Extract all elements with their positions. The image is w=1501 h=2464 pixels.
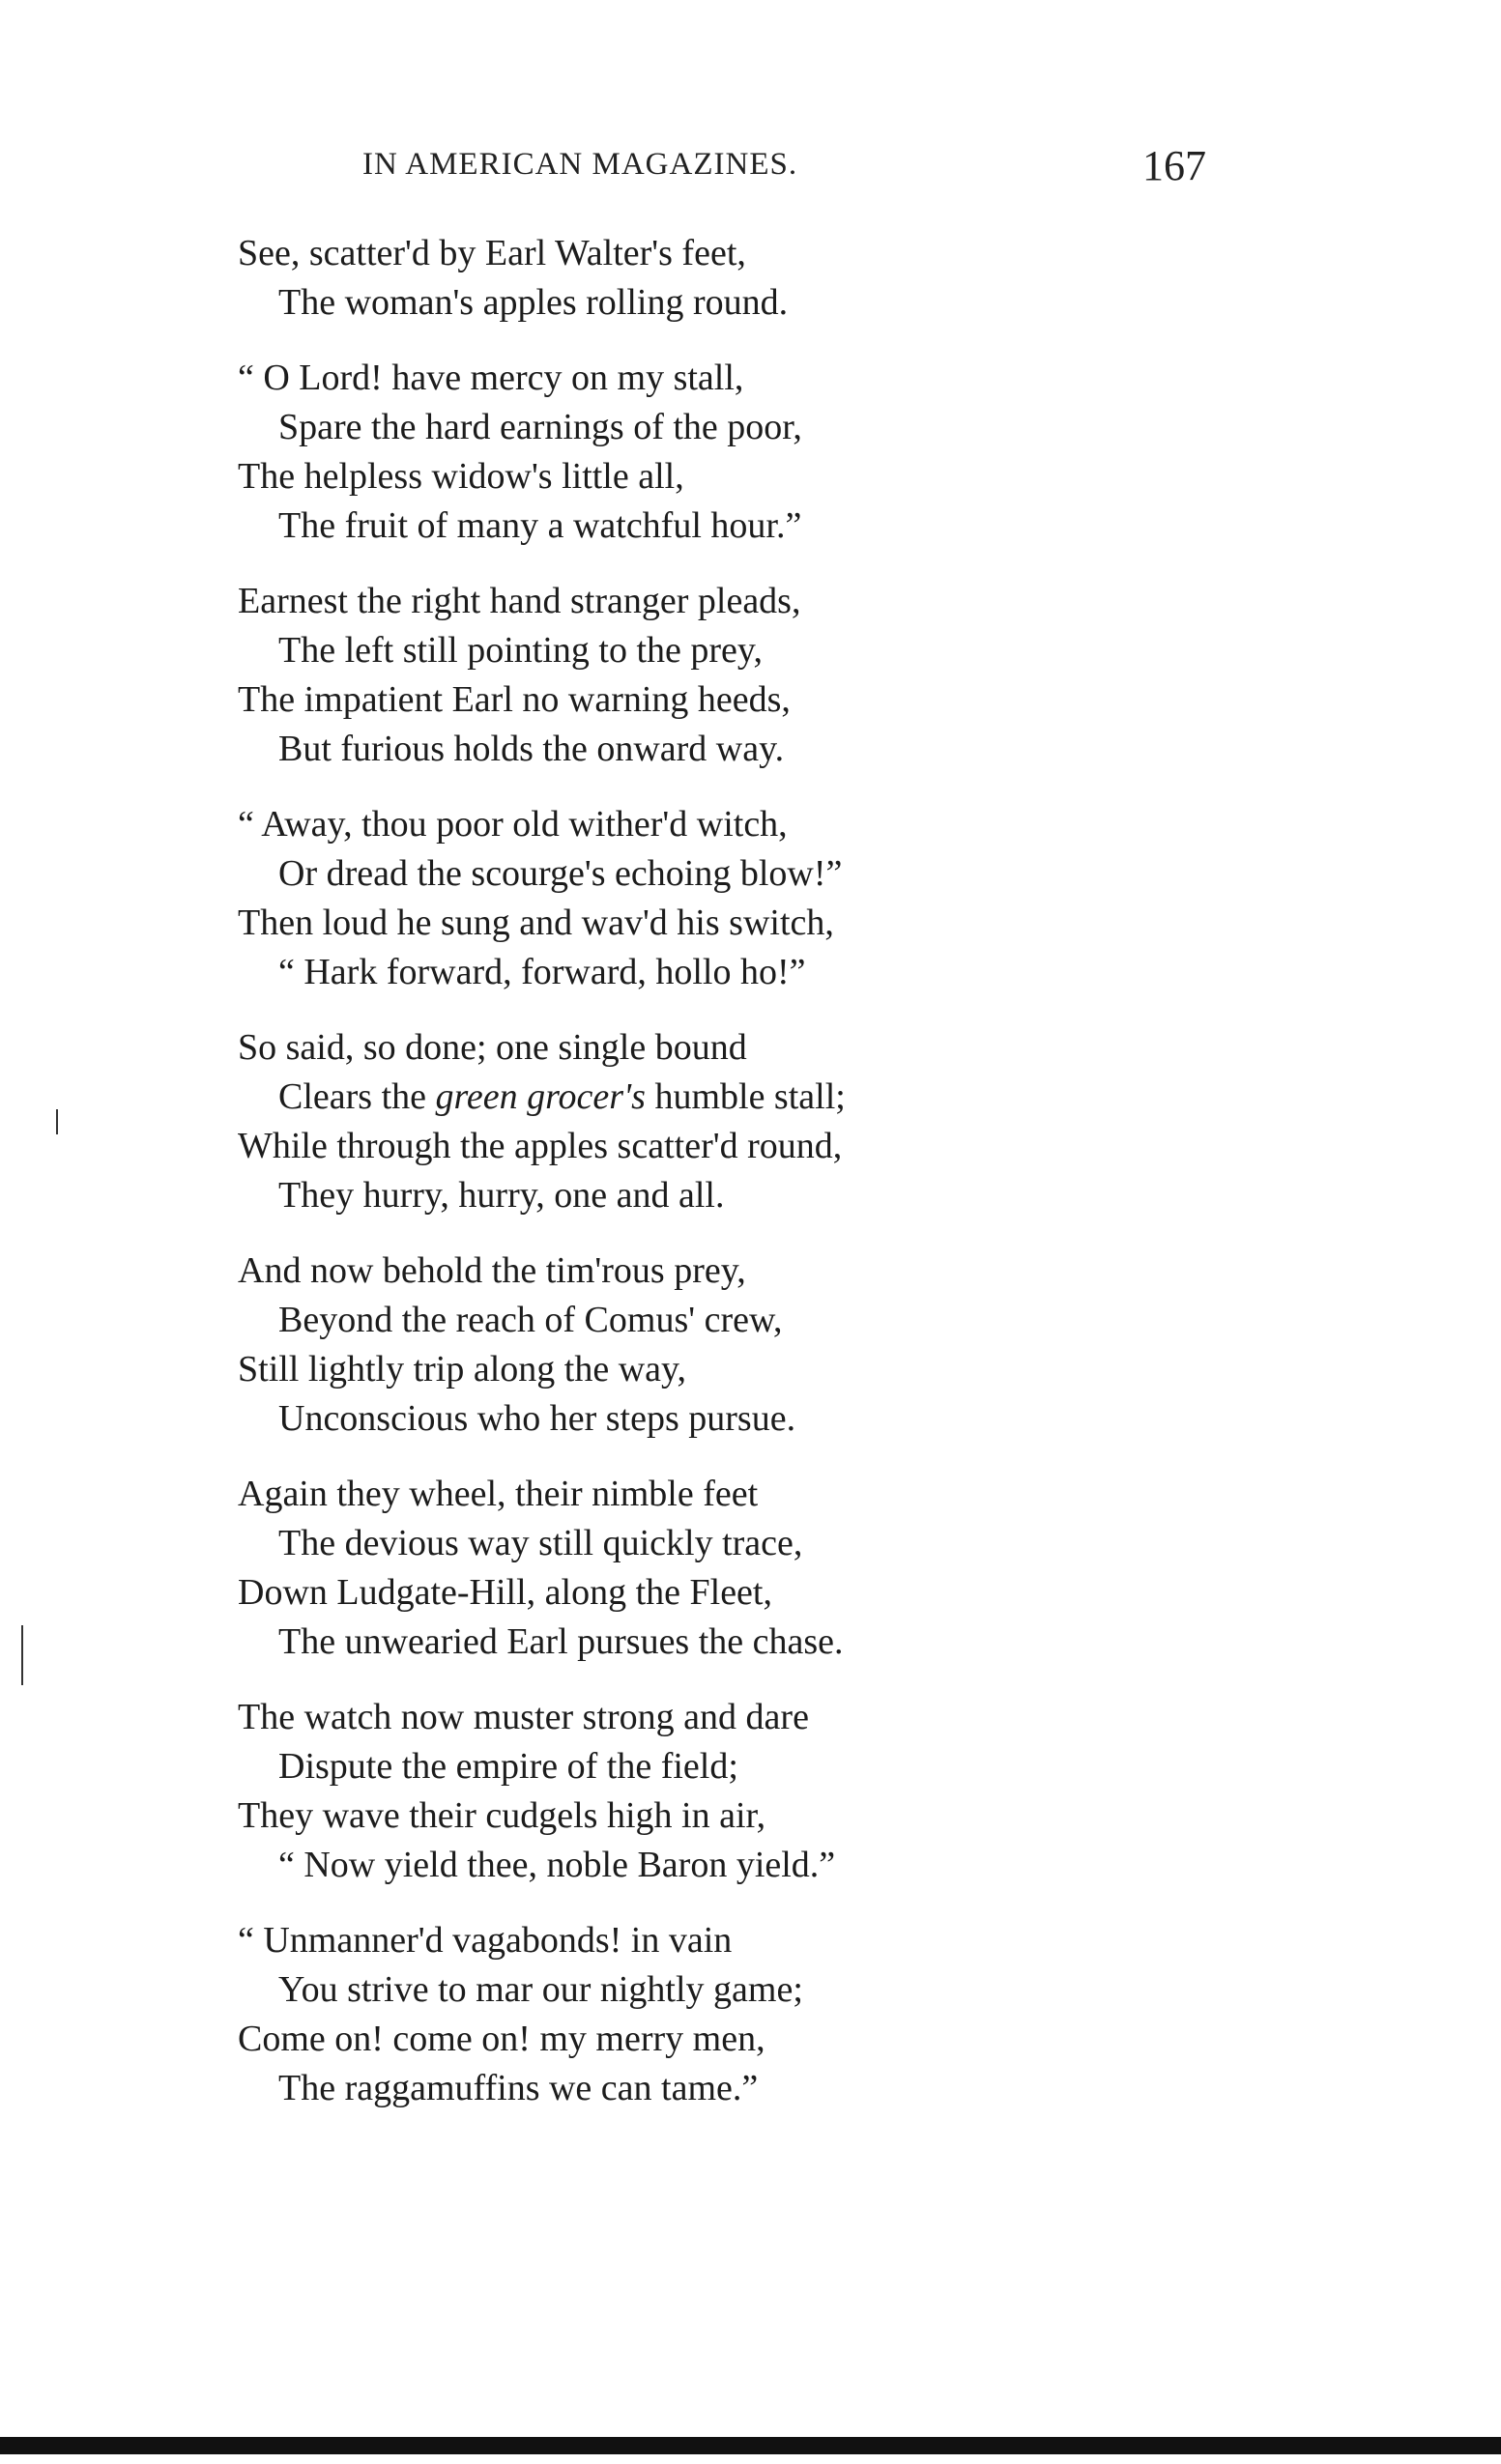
poem-line: They hurry, hurry, one and all. bbox=[278, 1175, 725, 1216]
poem bbox=[238, 229, 1108, 2139]
poem-line: Earnest the right hand stranger pleads, bbox=[238, 581, 801, 621]
stanza bbox=[238, 1470, 1108, 1667]
poem-line: Still lightly trip along the way, bbox=[238, 1349, 687, 1390]
poem-line: See, scatter'd by Earl Walter's feet, bbox=[238, 233, 746, 273]
poem-line: But furious holds the onward way. bbox=[278, 729, 785, 769]
poem-line: You strive to mar our nightly game; bbox=[278, 1969, 803, 2010]
poem-line: The devious way still quickly trace, bbox=[278, 1523, 803, 1563]
line-text: humble stall; bbox=[654, 1076, 846, 1117]
stanza bbox=[238, 1693, 1108, 1890]
poem-line: “ O Lord! have mercy on my stall, bbox=[238, 358, 744, 398]
poem-line: And now behold the tim'rous prey, bbox=[238, 1250, 746, 1291]
poem-line: While through the apples scatter'd round, bbox=[238, 1126, 843, 1166]
poem-line: The fruit of many a watchful hour.” bbox=[278, 505, 802, 546]
stanza bbox=[238, 1916, 1108, 2113]
poem-line: The watch now muster strong and dare bbox=[238, 1697, 809, 1737]
poem-line: The woman's apples rolling round. bbox=[278, 282, 789, 323]
poem-line: “ Unmanner'd vagabonds! in vain bbox=[238, 1920, 733, 1961]
margin-mark bbox=[21, 1625, 23, 1685]
bottom-edge-rule bbox=[0, 2437, 1501, 2454]
poem-line: Again they wheel, their nimble feet bbox=[238, 1474, 759, 1514]
poem-line: The left still pointing to the prey, bbox=[278, 630, 763, 671]
poem-line: “ Away, thou poor old wither'd witch, bbox=[238, 804, 788, 845]
stanza bbox=[238, 354, 1108, 551]
poem-line: The unwearied Earl pursues the chase. bbox=[278, 1621, 844, 1662]
stanza bbox=[238, 1023, 1108, 1220]
poem-line: “ Hark forward, forward, hollo ho!” bbox=[278, 952, 806, 992]
poem-line: Beyond the reach of Comus' crew, bbox=[278, 1300, 783, 1340]
page-number: 167 bbox=[1142, 142, 1206, 189]
poem-line: The impatient Earl no warning heeds, bbox=[238, 679, 791, 720]
margin-mark bbox=[56, 1109, 58, 1134]
poem-line: Unconscious who her steps pursue. bbox=[278, 1398, 796, 1439]
italic-phrase: green grocer's bbox=[435, 1076, 646, 1117]
poem-line: The helpless widow's little all, bbox=[238, 456, 684, 497]
poem-line: They wave their cudgels high in air, bbox=[238, 1795, 766, 1836]
stanza bbox=[238, 800, 1108, 997]
line-text: Clears the bbox=[278, 1076, 427, 1117]
poem-line: Spare the hard earnings of the poor, bbox=[278, 407, 802, 447]
poem-line: Or dread the scourge's echoing blow!” bbox=[278, 853, 843, 894]
poem-line bbox=[238, 1073, 1108, 1122]
poem-line: The raggamuffins we can tame.” bbox=[278, 2068, 759, 2108]
poem-line: Then loud he sung and wav'd his switch, bbox=[238, 903, 834, 943]
poem-line: Dispute the empire of the field; bbox=[278, 1746, 738, 1787]
stanza bbox=[238, 229, 1108, 328]
poem-line: “ Now yield thee, noble Baron yield.” bbox=[278, 1845, 836, 1885]
poem-line: Come on! come on! my merry men, bbox=[238, 2019, 765, 2059]
stanza bbox=[238, 1246, 1108, 1444]
poem-line: Down Ludgate-Hill, along the Fleet, bbox=[238, 1572, 772, 1613]
running-head: IN AMERICAN MAGAZINES. bbox=[362, 147, 798, 182]
poem-line: So said, so done; one single bound bbox=[238, 1027, 747, 1068]
stanza bbox=[238, 577, 1108, 774]
